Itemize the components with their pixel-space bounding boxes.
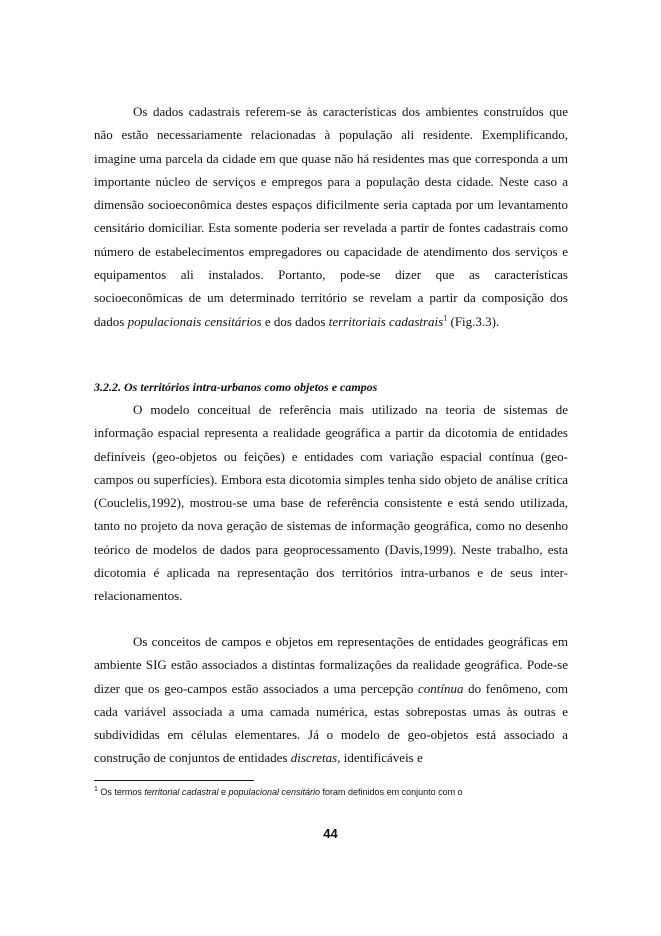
italic-term: populacionais censitários (127, 313, 262, 329)
paragraph-cadastral-data (94, 100, 568, 333)
italic-term: populacional censitário (228, 787, 321, 797)
footnote-divider (94, 780, 254, 781)
italic-term: territoriais cadastrais (328, 313, 444, 329)
paragraph-text: do fenômeno, com cada variável associada a uma camada numérica, estas sobrepostas umas às outras e subdivididas em células elementares. Já o modelo de geo-objetos está associado a construção de conjuntos de entidades (94, 680, 568, 766)
footnote-text: e (218, 787, 229, 797)
paragraph-conceptual-model (94, 398, 568, 608)
paragraph-text: , identificáveis e (337, 750, 423, 766)
paragraph-text: e dos dados (261, 313, 329, 329)
footnote-mark: 1 (94, 786, 98, 793)
paragraph-text: (Fig.3.3). (447, 313, 500, 329)
italic-term: discretas (290, 750, 338, 766)
footnote (94, 786, 574, 798)
paragraph-text: O modelo conceitual de referência mais utilizado na teoria de sistemas de informação espacial representa a realidade geográfica a partir da dicotomia de entidades definíveis (geo-objetos ou feições) e entidades com variação espacial contínua (geo-campos ou superfícies). Embora esta dicotomia simples tenha sido objeto de análise crítica (Couclelis,1992), mostrou-se uma base de referência consistente e está sendo utilizada, tanto no projeto da nova geração de sistemas de informação geográfica, como no desenho teórico de modelos de dados para geoprocessamento (Davis,1999). Neste trabalho, esta dicotomia é aplicada na representação dos territórios intra-urbanos e de seus inter-relacionamentos. (94, 402, 568, 604)
paragraph-text: Os conceitos de campos e objetos em representações de entidades geográficas em ambiente SIG estão associados a distintas formalizações da realidade geográfica. Pode-se dizer que os geo-campos estão associados a uma percepção (94, 634, 568, 696)
footnote-text: foram definidos em conjunto com o (320, 787, 463, 797)
paragraph-text: Os dados cadastrais referem-se às características dos ambientes construídos que não estão necessariamente relacionadas à população ali residente. Exemplificando, imagine uma parcela da cidade em que quase não há residentes mas que corresponda a um importante núcleo de serviços e empregos para a população desta cidade. Neste caso a dimensão socioeconômica destes espaços dificilmente seria captada por um levantamento censitário domiciliar. Esta somente poderia ser revelada a partir de fontes cadastrais como número de estabelecimentos empregadores ou capacidade de atendimento dos serviços e equipamentos ali instalados. Portanto, pode-se dizer que as características socioeconômicas de um determinado território se revelam a partir da composição dos dados (94, 104, 568, 329)
footnote-text: Os termos (97, 787, 145, 797)
section-heading: 3.2.2. Os territórios intra-urbanos como objetos e campos (94, 380, 378, 394)
paragraph-fields-objects (94, 630, 568, 770)
italic-term: contínua (417, 680, 464, 696)
footnote-reference[interactable]: 1 (443, 313, 448, 323)
italic-term: territorial cadastral (144, 787, 219, 797)
page-number: 44 (323, 826, 338, 841)
